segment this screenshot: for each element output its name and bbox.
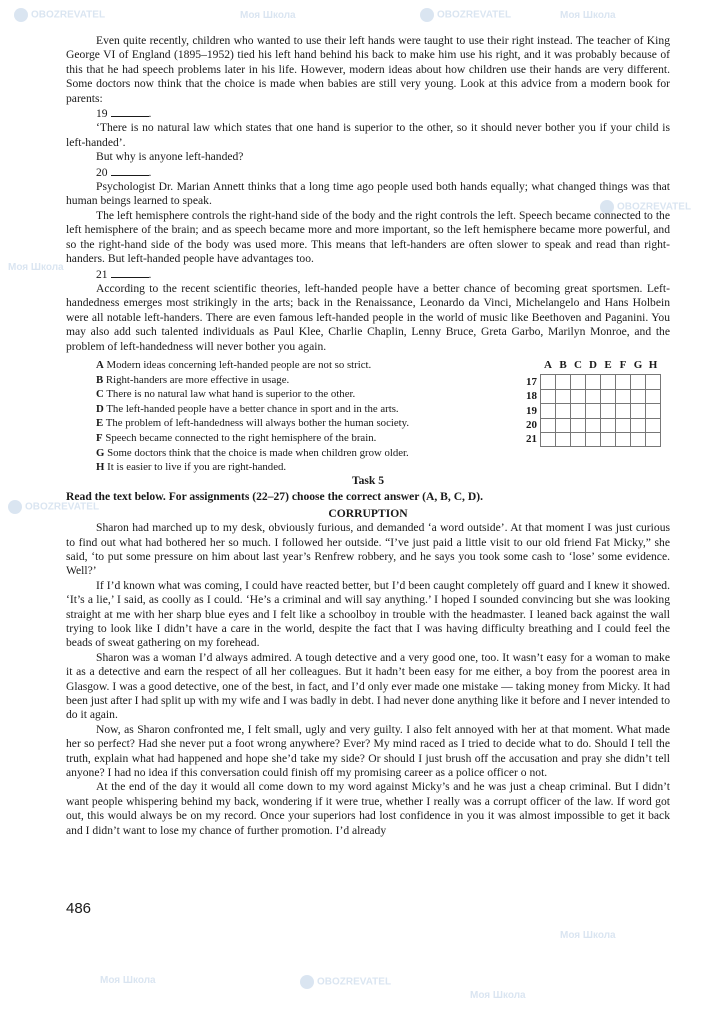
task-instruction: Read the text below. For assignments (22–27) choose the correct answer (A, B, C, D). xyxy=(66,490,483,504)
watermark-logo-icon xyxy=(8,500,22,514)
question-paragraph: But why is anyone left-handed? xyxy=(96,150,244,164)
grid-row-label: 19 xyxy=(526,404,537,417)
watermark: OBOZREVATEL xyxy=(8,500,99,514)
grid-column-label: B xyxy=(559,358,567,371)
answer-grid-row xyxy=(521,418,661,432)
gap-21: 21 . xyxy=(96,267,152,281)
option-b: B Right-handers are more effective in usage. xyxy=(96,373,290,386)
watermark: Моя Школа xyxy=(560,930,616,941)
answer-cell[interactable] xyxy=(616,432,631,446)
answer-grid-row xyxy=(521,432,661,446)
page-number: 486 xyxy=(66,900,92,917)
gap-20: 20 . xyxy=(96,165,152,179)
option-h: H It is easier to live if you are right-handed. xyxy=(96,461,287,474)
answer-cell[interactable] xyxy=(616,418,631,432)
grid-column-label: E xyxy=(604,358,612,371)
grid-column-label: H xyxy=(648,358,658,371)
gap-line xyxy=(111,106,149,117)
grid-column-label: F xyxy=(619,358,627,371)
answer-cell[interactable] xyxy=(556,418,571,432)
watermark: Моя Школа xyxy=(240,10,296,21)
option-f: F Speech became connected to the right hemisphere of the brain. xyxy=(96,431,377,444)
gap-number: 19 xyxy=(96,107,108,121)
story-title: CORRUPTION xyxy=(328,506,408,520)
answer-cell[interactable] xyxy=(556,404,571,418)
answer-cell[interactable] xyxy=(646,404,661,418)
gap-19: 19 . xyxy=(96,107,152,121)
story-paragraph: Now, as Sharon confronted me, I felt small, ugly and very guilty. I also felt annoyed with her at that moment. What made her so perfect? Had she never put a foot wrong anywhere? Ever? My mind raced as I tried to decide what to do. Should I tell the truth, explain what had happened and hope she’d take my side? Or should I just brush off the accusation and pray she didn’t tell anyone? I had no idea if this conversation could finish off my promising career as a police officer o not. xyxy=(66,722,670,780)
answer-cell[interactable] xyxy=(631,432,646,446)
answer-cell[interactable] xyxy=(586,375,601,389)
answer-cell[interactable] xyxy=(571,389,586,403)
grid-row-label: 21 xyxy=(526,433,537,446)
watermark-logo-icon xyxy=(14,8,28,22)
answer-cell[interactable] xyxy=(631,404,646,418)
answer-cell[interactable] xyxy=(556,432,571,446)
story-paragraph: Sharon had marched up to my desk, obviously furious, and demanded ‘a word outside’. At that moment I was just curious to find out what had bothered her so much. I followed her outside. “I’ve just paid a little visit to our old friend Fat Micky,” she said, ‘to put some pressure on him about last year’s Renfrew robbery, and he says you took some cash to ‘lose’ some evidence. Well?’ xyxy=(66,521,670,578)
watermark: Моя Школа xyxy=(470,990,526,1001)
answer-cell[interactable] xyxy=(571,432,586,446)
answer-cell[interactable] xyxy=(631,375,646,389)
watermark-logo-icon xyxy=(300,975,314,989)
gap-line xyxy=(111,165,149,176)
page-content xyxy=(66,34,670,838)
answer-cell[interactable] xyxy=(646,418,661,432)
gap-line xyxy=(111,267,149,278)
option-g: G Some doctors think that the choice is made when children grow older. xyxy=(96,446,409,459)
option-e: E The problem of left-handedness will always bother the human society. xyxy=(96,417,410,430)
answer-cell[interactable] xyxy=(556,375,571,389)
grid-row-label: 17 xyxy=(526,375,537,388)
intro-paragraph: Even quite recently, children who wanted to use their left hands were taught to use their right instead. The teacher of King George VI of England (1895–1952) tied his left hand behind his back to make him use his right, and it was probably because of this that he had speech problems later in his life. However, modern ideas about how children use their hands are very different. Some doctors now think that the choice is made when babies are still very young. Look at this advice from a modern book for parents: xyxy=(66,34,670,105)
watermark: OBOZREVATEL xyxy=(300,975,391,989)
answer-cell[interactable] xyxy=(541,404,556,418)
annett-paragraph: Psychologist Dr. Marian Annett thinks that a long time ago people used both hands equally; what changed things was that human beings learned to speak. xyxy=(66,180,670,208)
grid-row-label: 20 xyxy=(526,419,537,432)
answer-cell[interactable] xyxy=(631,418,646,432)
theories-paragraph: According to the recent scientific theories, left-handed people have a better chance of becoming great sportsmen. Left-handedness emerges most strikingly in the arts; back in the Renaissance, Leonardo da Vinci, Michelangelo and Hans Holbein were all notable left-handers. There are even famous left-handed people in the world of music like Beethoven and Paganini. You may also add such talented individuals as Paul Klee, Charlie Chaplin, Lenny Bruce, Greta Garbo, Marilyn Monroe, and the problem of left-handedness will never bother you again. xyxy=(66,281,670,353)
gap-number: 21 xyxy=(96,267,108,281)
gap-number: 20 xyxy=(96,165,108,179)
grid-row-label: 18 xyxy=(526,390,537,403)
story-paragraph: If I’d known what was coming, I could have reacted better, but I’d been caught completely off guard and I knew it showed. ‘It’s a lie,’ I said, as coolly as I could. ‘He’s a criminal and will say anything.’ I hoped I sounded convincing but she was looking straight at me with her sharp blue eyes and I felt like a schoolboy in trouble with the headmaster. I leaned back against the wall trying to look like I didn’t have a care in the world, despite the fact that I was having difficulty breathing and I could feel the beads of sweat gathering on my forehead. xyxy=(66,578,670,650)
watermark: OBOZREVATEL xyxy=(420,8,511,22)
answer-cell[interactable] xyxy=(541,375,556,389)
answer-cell[interactable] xyxy=(601,375,616,389)
watermark: OBOZREVATEL xyxy=(600,200,691,214)
answer-grid xyxy=(521,358,661,447)
answer-grid-header xyxy=(521,358,661,375)
grid-column-label: G xyxy=(633,358,643,371)
option-a: A Modern ideas concerning left-handed people are not so strict. xyxy=(96,358,372,371)
answer-cell[interactable] xyxy=(616,389,631,403)
answer-cell[interactable] xyxy=(586,404,601,418)
options-list xyxy=(96,358,496,475)
watermark-logo-icon xyxy=(420,8,434,22)
answer-cell[interactable] xyxy=(586,418,601,432)
watermark: Моя Школа xyxy=(8,262,64,273)
answer-cell[interactable] xyxy=(631,389,646,403)
grid-column-label: C xyxy=(574,358,582,371)
answer-cell[interactable] xyxy=(601,418,616,432)
watermark: Моя Школа xyxy=(560,10,616,21)
answer-cell[interactable] xyxy=(601,404,616,418)
answer-table xyxy=(521,358,661,447)
answer-cell[interactable] xyxy=(571,404,586,418)
answer-cell[interactable] xyxy=(616,375,631,389)
answer-cell[interactable] xyxy=(616,404,631,418)
grid-column-label: A xyxy=(544,358,552,371)
option-c: C There is no natural law what hand is superior to the other. xyxy=(96,388,356,401)
option-d: D The left-handed people have a better chance in sport and in the arts. xyxy=(96,402,399,415)
story-paragraph: Sharon was a woman I’d always admired. A tough detective and a very good one, too. It wasn’t easy for a woman to make it as a detective and earn the respect of all her colleagues. But it hadn’t been easy for me either, a boy from the poorest area in Glasgow. I was a good detective, one of the best, in fact, and I’d only ever made one mistake — taking money from Micky. It had been just after I had split up with my wife and I was badly in debt. I had never done anything like it before and I never intended to do it again. xyxy=(66,650,670,722)
answer-cell[interactable] xyxy=(601,389,616,403)
answer-grid-row xyxy=(521,375,661,389)
answer-cell[interactable] xyxy=(541,418,556,432)
answer-cell[interactable] xyxy=(541,389,556,403)
answer-cell[interactable] xyxy=(556,389,571,403)
answer-cell[interactable] xyxy=(601,432,616,446)
quote-paragraph: ‘There is no natural law which states that one hand is superior to the other, so it should never bother you if your child is left-handed’. xyxy=(66,121,670,149)
grid-column-label: D xyxy=(589,358,597,371)
answer-cell[interactable] xyxy=(571,375,586,389)
watermark: Моя Школа xyxy=(100,975,156,986)
answer-cell[interactable] xyxy=(586,389,601,403)
answer-cell[interactable] xyxy=(586,432,601,446)
answer-cell[interactable] xyxy=(571,418,586,432)
task-heading: Task 5 xyxy=(351,473,385,487)
story-paragraph: At the end of the day it would all come down to my word against Micky’s and he was just a cheap criminal. But I didn’t want people whispering behind my back, wondering if it were true, whether I really was a corrupt officer of the law. If word got out, this would always be on my record. Once your superiors had lost confidence in you it was almost impossible to get it back and I didn’t want to lose my chance of further promotion. I’d already xyxy=(66,780,670,837)
answer-cell[interactable] xyxy=(646,432,661,446)
hemisphere-paragraph: The left hemisphere controls the right-hand side of the body and the right controls the left. Speech became connected to the left hemisphere of the brain; and as speech became more and more important, so the left hemisphere became more powerful, and so the right-hand side of the body was used more. This means that left-handers are often slower to speak and read than right-handers. But left-handed people have advantages too. xyxy=(66,208,670,266)
answer-cell[interactable] xyxy=(541,432,556,446)
watermark: OBOZREVATEL xyxy=(14,8,105,22)
answer-cell[interactable] xyxy=(646,375,661,389)
answer-cell[interactable] xyxy=(646,389,661,403)
options-block xyxy=(66,358,670,474)
answer-grid-row xyxy=(521,404,661,418)
answer-grid-row xyxy=(521,389,661,403)
